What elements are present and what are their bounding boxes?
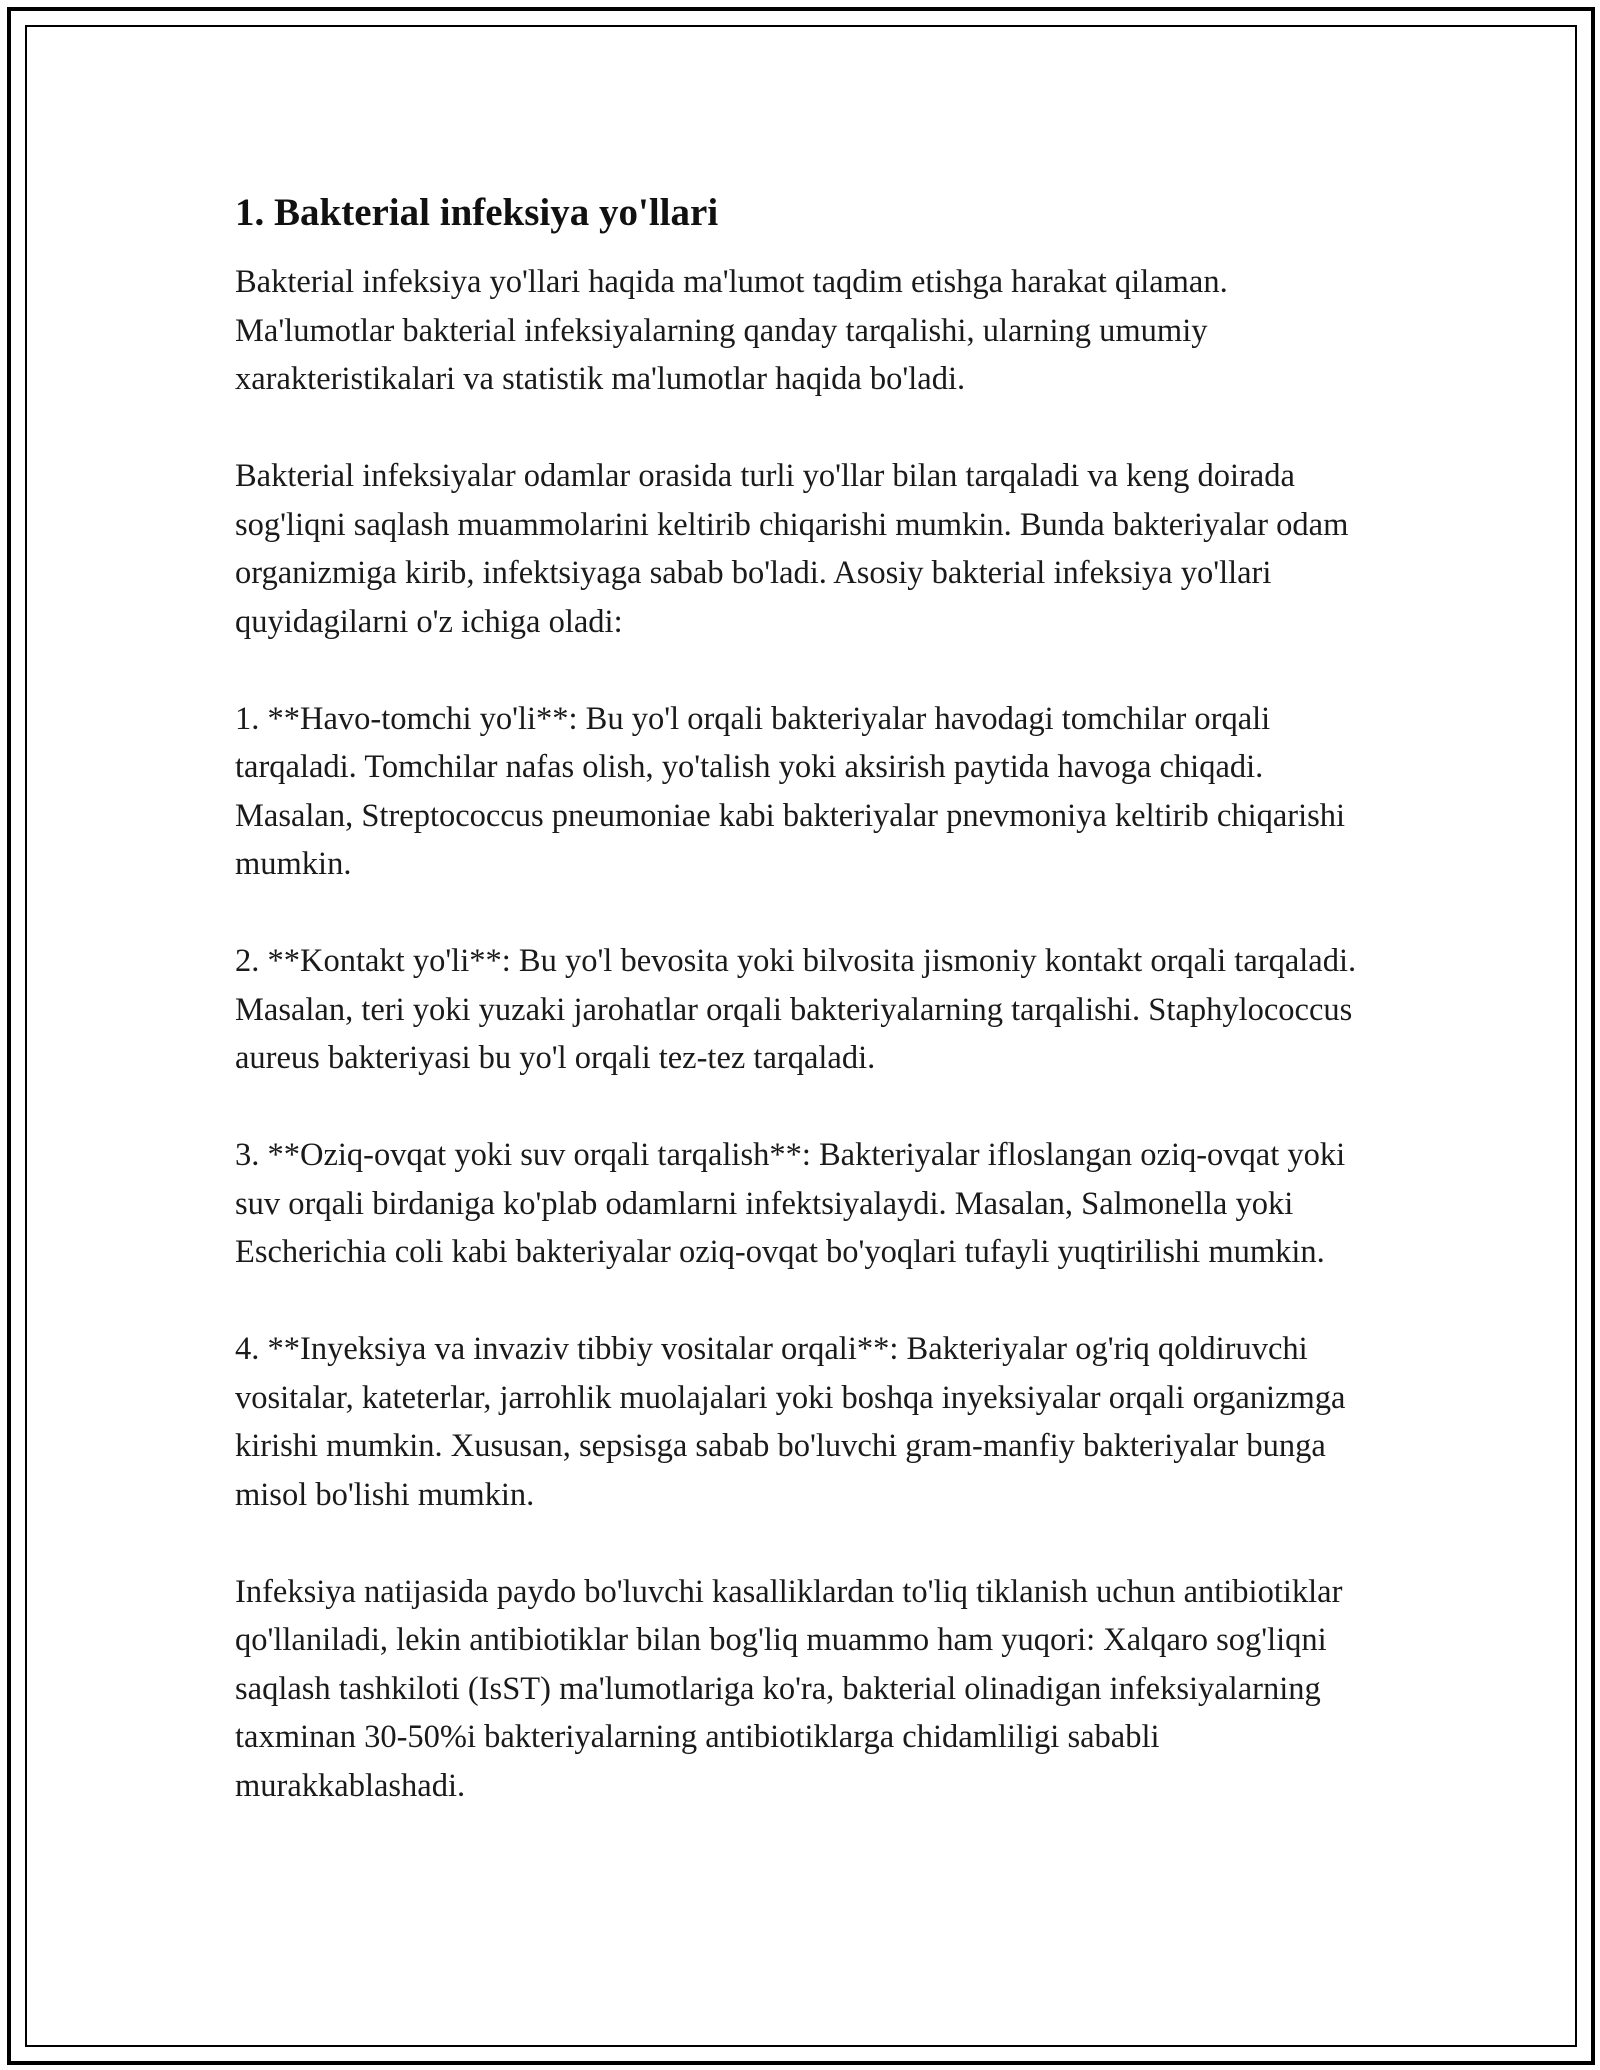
paragraph-food-water-route: 3. **Oziq-ovqat yoki suv orqali tarqalish**: Bakteriyalar ifloslangan oziq-ovqat yoki suv orqali birdaniga ko'plab odamlarni infektsiyalaydi. Masalan, Salmonella yoki Escherichia coli kabi bakteriyalar oziq-ovqat bo'yoqlari tufayli yuqtirilishi mumkin. xyxy=(235,1137,1346,1270)
paragraph-injection-route: 4. **Inyeksiya va invaziv tibbiy vositalar orqali**: Bakteriyalar og'riq qoldiruvchi vositalar, kateterlar, jarrohlik muolajalari yoki boshqa inyeksiyalar orqali organizmga kirishi mumkin. Xususan, sepsisga sabab bo'luvchi gram-manfiy bakteriyalar bunga misol bo'lishi mumkin. xyxy=(235,1331,1346,1513)
paragraph-airborne-route: 1. **Havo-tomchi yo'li**: Bu yo'l orqali bakteriyalar havodagi tomchilar orqali tarqaladi. Tomchilar nafas olish, yo'talish yoki aksirish paytida havoga chiqadi. Masalan, Streptococcus pneumoniae kabi bakteriyalar pnevmoniya keltirib chiqarishi mumkin. xyxy=(235,700,1346,882)
paragraph-antibiotics: Infeksiya natijasida paydo bo'luvchi kasalliklardan to'liq tiklanish uchun antibiotiklar qo'llaniladi, lekin antibiotiklar bilan bog'liq muammo ham yuqori: Xalqaro sog'liqni saqlash tashkiloti (IsST) ma'lumotlariga ko'ra, bakterial olinadigan infeksiyalarning taxminan 30-50%i bakteriyalarning antibiotiklarga chidamliligi sababli murakkablashadi. xyxy=(235,1573,1343,1804)
document-body xyxy=(235,188,1375,1859)
paragraph-overview: Bakterial infeksiyalar odamlar orasida turli yo'llar bilan tarqaladi va keng doirada sog'liqni saqlash muammolarini keltirib chiqarishi mumkin. Bunda bakteriyalar odam organizmiga kirib, infektsiyaga sabab bo'ladi. Asosiy bakterial infeksiya yo'llari quyidagilarni o'z ichiga oladi: xyxy=(235,458,1349,640)
paragraph-intro: Bakterial infeksiya yo'llari haqida ma'lumot taqdim etishga harakat qilaman. Ma'lumotlar bakterial infeksiyalarning qanday tarqalishi, ularning umumiy xarakteristikalari va statistik ma'lumotlar haqida bo'ladi. xyxy=(235,264,1228,397)
paragraph-contact-route: 2. **Kontakt yo'li**: Bu yo'l bevosita yoki bilvosita jismoniy kontakt orqali tarqaladi. Masalan, teri yoki yuzaki jarohatlar orqali bakteriyalarning tarqalishi. Staphylococcus aureus bakteriyasi bu yo'l orqali tez-tez tarqaladi. xyxy=(235,943,1357,1076)
document-title: 1. Bakterial infeksiya yo'llari xyxy=(235,191,719,234)
